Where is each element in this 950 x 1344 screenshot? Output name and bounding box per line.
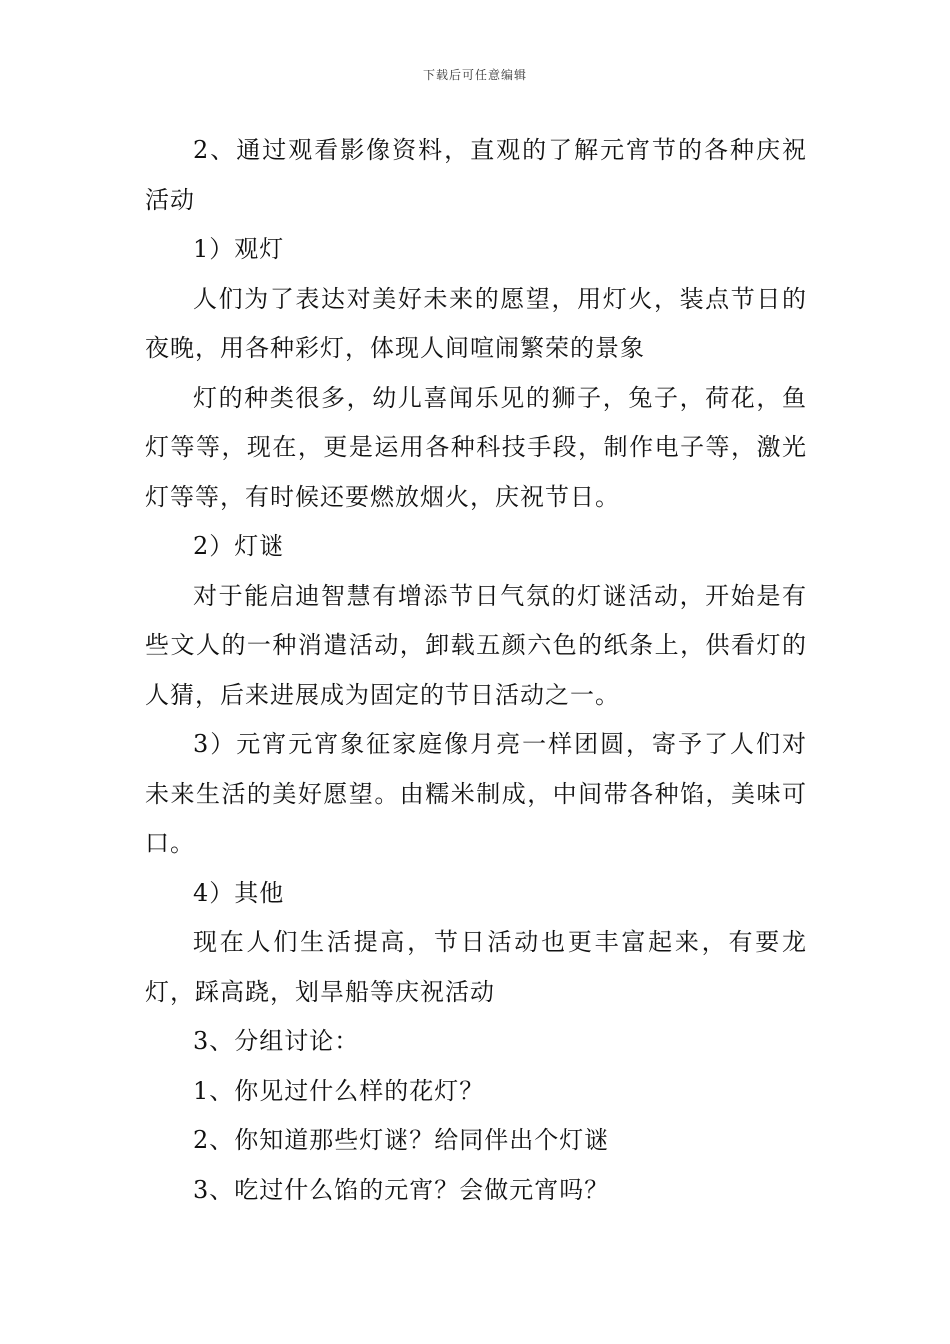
heading-group-discussion: 3、分组讨论： xyxy=(193,1027,360,1055)
paragraph-lantern-types: 灯的种类很多，幼儿喜闻乐见的狮子，兔子，荷花，鱼灯等等，现在，更是运用各种科技手段，制作电子等，激光灯等等，有时候还要燃放烟火，庆祝节日。 xyxy=(145,383,807,511)
heading-lantern-viewing: 1）观灯 xyxy=(193,235,285,263)
paragraph-other-activities: 现在人们生活提高，节日活动也更丰富起来，有要龙灯，踩高跷，划旱船等庆祝活动 xyxy=(145,928,807,1006)
page-header: 下载后可任意编辑 xyxy=(422,68,527,82)
paragraph-yuanxiao: 3）元宵元宵象征家庭像月亮一样团圆，寄予了人们对未来生活的美好愿望。由糯米制成，中间带各种馅，美味可口。 xyxy=(145,730,807,857)
document-body xyxy=(145,126,807,1215)
discussion-question-3: 3、吃过什么馅的元宵？会做元宵吗？ xyxy=(193,1175,610,1204)
heading-lantern-riddles: 2）灯谜 xyxy=(193,532,285,560)
discussion-question-2: 2、你知道那些灯谜？给同伴出个灯谜 xyxy=(193,1126,610,1154)
paragraph-lantern-purpose: 人们为了表达对美好未来的愿望，用灯火，装点节日的夜晚，用各种彩灯，体现人间喧闹繁荣的景象 xyxy=(145,284,807,362)
paragraph-activity-intro: 2、通过观看影像资料，直观的了解元宵节的各种庆祝活动 xyxy=(145,136,807,214)
heading-other: 4）其他 xyxy=(193,878,285,907)
paragraph-lantern-riddles: 对于能启迪智慧有增添节日气氛的灯谜活动，开始是有些文人的一种消遣活动，卸载五颜六色的纸条上，供看灯的人猜，后来进展成为固定的节日活动之一。 xyxy=(145,581,807,709)
discussion-question-1: 1、你见过什么样的花灯？ xyxy=(193,1076,485,1105)
